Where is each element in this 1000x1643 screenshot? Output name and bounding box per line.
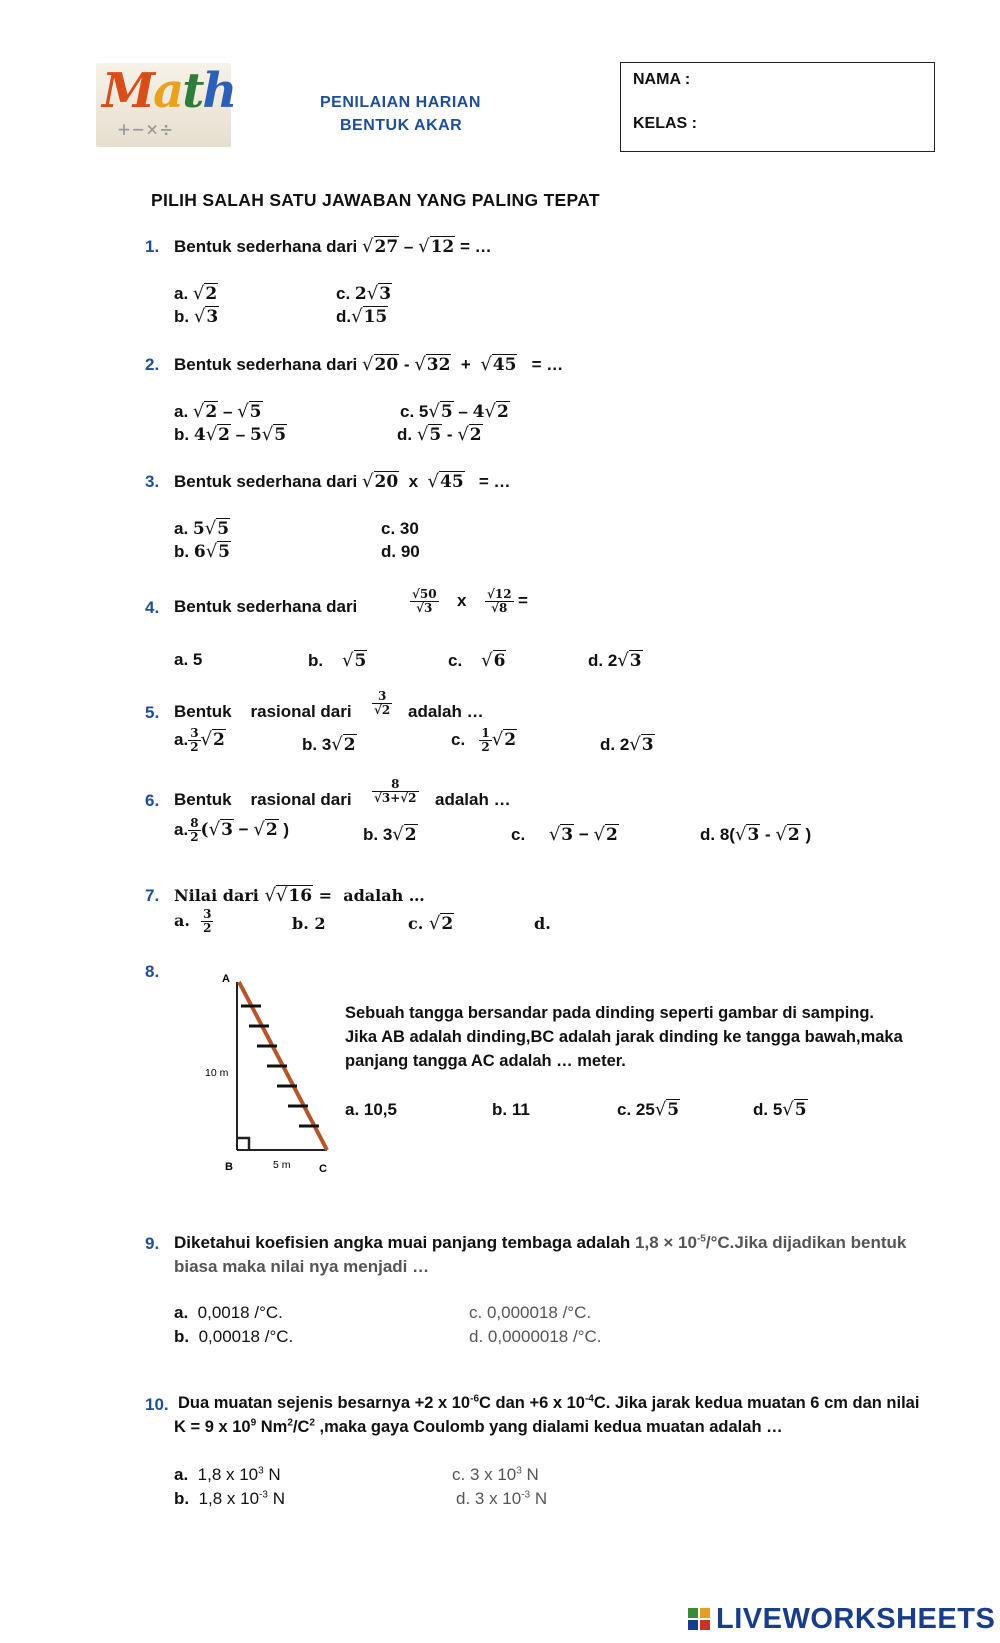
q9-option-c[interactable]: c. 0,000018 /°C. (469, 1303, 592, 1322)
q8-number: 8. (145, 962, 160, 981)
q9-option-b[interactable]: b. 0,00018 /°C. (174, 1327, 294, 1346)
q6-question-text: Bentuk rasional dari (174, 790, 352, 809)
q5-option-a[interactable]: a. $\frac{3}{2}$ √2 (174, 726, 225, 755)
q7-question: Nilai dari √√16 = adalah … (174, 885, 425, 906)
q3-number: 3. (145, 472, 160, 491)
q6-option-a[interactable]: a. $\frac{8}{2}$ (√3 − √2 ) (174, 816, 290, 845)
label-c: C (319, 1163, 327, 1175)
math-logo (96, 63, 236, 147)
logo-text: Math (102, 63, 236, 119)
q2-option-a[interactable]: a. √2 – √5 (174, 401, 262, 422)
q1-number: 1. (145, 237, 160, 256)
q9-question-line-1: Diketahui koefisien angka muai panjang tembaga adalah $1,8 \times 10^{-5}/^\circ C.Jika$ dijadikan bentuk (174, 1233, 907, 1252)
q3-question: Bentuk sederhana dari √20 x √45 = … (174, 471, 511, 492)
q3-option-c[interactable]: c. 30 (381, 519, 419, 538)
q8-option-c[interactable]: c. 25√5 (617, 1099, 680, 1120)
instruction: PILIH SALAH SATU JAWABAN YANG PALING TEPAT (151, 190, 600, 210)
q8-option-a[interactable]: a. 10,5 (345, 1100, 397, 1119)
q8-text-line-1: Sebuah tangga bersandar pada dinding seperti gambar di samping. (345, 1004, 875, 1022)
q8-option-d[interactable]: d. 5√5 (753, 1099, 807, 1120)
q7-number: 7. (145, 886, 160, 905)
q1-option-a[interactable]: a. √2 (174, 283, 218, 304)
q1-question: Bentuk sederhana dari √27 – √12 = … (174, 236, 492, 257)
q5-option-c[interactable]: c. $\frac{1}{2}$ √2 (451, 726, 517, 755)
q4-question-text: Bentuk sederhana dari (174, 597, 358, 616)
q10-option-c[interactable]: c. 3 x $10^3$ N (452, 1465, 539, 1484)
q10-option-b[interactable]: b. 1,8 x $10^{-3}$ N (174, 1489, 285, 1508)
q4-option-b[interactable]: b. √5 (308, 650, 367, 671)
q10-number: 10. (145, 1395, 169, 1414)
q5-number: 5. (145, 703, 160, 722)
q7-option-b[interactable]: b. 2 (292, 914, 326, 933)
q5-tail: adalah … (408, 702, 484, 721)
q7-option-c[interactable]: c. √2 (408, 913, 454, 934)
q4-option-d[interactable]: d. 2√3 (588, 650, 642, 671)
q4-fraction-2: $\frac{√12}{√8}$ (486, 587, 512, 616)
q10-option-a[interactable]: a. 1,8 x $10^3$ N (174, 1465, 281, 1484)
label-height: 10 m (205, 1067, 229, 1079)
q3-option-b[interactable]: b. 6√5 (174, 541, 231, 562)
name-label: NAMA : (633, 71, 691, 88)
q10-question-line-1: Dua muatan sejenis besarnya +2 x $10^{-6}C$ dan +6 x $10^{-4}C$. Jika jarak kedua muatan 6 cm dan nilai (178, 1393, 920, 1412)
q7-option-d[interactable]: d. (534, 914, 551, 933)
ladder-rungs (241, 1006, 319, 1126)
q10-question-line-2: K = 9 x $10^9$ $Nm^2/C^2$ ,maka gaya Coulomb yang dialami kedua muatan adalah … (174, 1417, 783, 1436)
q3-option-a[interactable]: a. 5√5 (174, 518, 230, 539)
q1-option-d[interactable]: d.√15 (336, 306, 388, 327)
title-line-2: BENTUK AKAR (340, 117, 463, 134)
q4-fraction-1: $\frac{√50}{√3}$ (412, 587, 437, 616)
q10-option-d[interactable]: d. 3 x $10^{-3}$ N (456, 1489, 548, 1508)
q2-option-d[interactable]: d. √5 - √2 (397, 424, 482, 445)
ladder-figure (195, 970, 345, 1180)
q1-option-c[interactable]: c. 2√3 (336, 283, 392, 304)
q6-fraction: $\frac{8}{√3+√2}$ (374, 777, 417, 806)
student-info-box (620, 62, 935, 152)
q9-number: 9. (145, 1234, 160, 1253)
class-label: KELAS : (633, 115, 697, 132)
q5-fraction: $\frac{3}{√2}$ (374, 689, 391, 718)
q9-question-line-2: biasa maka nilai nya menjadi … (174, 1257, 430, 1276)
q2-question: Bentuk sederhana dari √20 - √32 + √45 = … (174, 354, 564, 375)
label-b: B (225, 1161, 233, 1173)
q6-option-b[interactable]: b. 3√2 (363, 824, 417, 845)
q9-option-d[interactable]: d. 0,0000018 /°C. (469, 1327, 602, 1346)
q4-option-c[interactable]: c. √6 (448, 650, 506, 671)
q1-option-b[interactable]: b. √3 (174, 306, 219, 327)
logo-symbols: +−×÷ (118, 117, 175, 141)
q4-expression: $\frac{√50}{√3}$ x $\frac{√12}{√8}$ = (412, 587, 528, 616)
label-width: 5 m (273, 1159, 291, 1171)
q8-option-b[interactable]: b. 11 (492, 1100, 530, 1119)
q8-text-line-3: panjang tangga AC adalah … meter. (345, 1052, 626, 1070)
q4-number: 4. (145, 598, 160, 617)
q5-option-d[interactable]: d. 2√3 (600, 734, 654, 755)
q2-option-b[interactable]: b. 4√2 – 5√5 (174, 424, 287, 445)
q6-number: 6. (145, 791, 160, 810)
q5-question-text: Bentuk rasional dari (174, 702, 352, 721)
q3-option-d[interactable]: d. 90 (381, 542, 420, 561)
right-angle-mark (237, 1138, 249, 1150)
label-a: A (222, 973, 230, 985)
q6-option-c[interactable]: c. √3 − √2 (511, 824, 618, 845)
q8-text-line-2: Jika AB adalah dinding,BC adalah jarak dinding ke tangga bawah,maka (345, 1028, 903, 1046)
q5-option-b[interactable]: b. 3√2 (302, 734, 356, 755)
q7-option-a[interactable]: a. $\frac{3}{2}$ (174, 907, 212, 936)
q2-option-c[interactable]: c. 5√5 – 4√2 (400, 401, 509, 422)
q6-option-d[interactable]: d. 8(√3 - √2 ) (700, 824, 812, 845)
q4-option-a[interactable]: a. 5 (174, 650, 203, 669)
q6-tail: adalah … (435, 790, 511, 809)
title-line-1: PENILAIAN HARIAN (320, 94, 481, 111)
liveworksheets-logo-icon (688, 1608, 712, 1632)
q9-option-a[interactable]: a. 0,0018 /°C. (174, 1303, 283, 1322)
q2-number: 2. (145, 355, 160, 374)
liveworksheets-brand[interactable]: LIVEWORKSHEETS (716, 1603, 996, 1635)
